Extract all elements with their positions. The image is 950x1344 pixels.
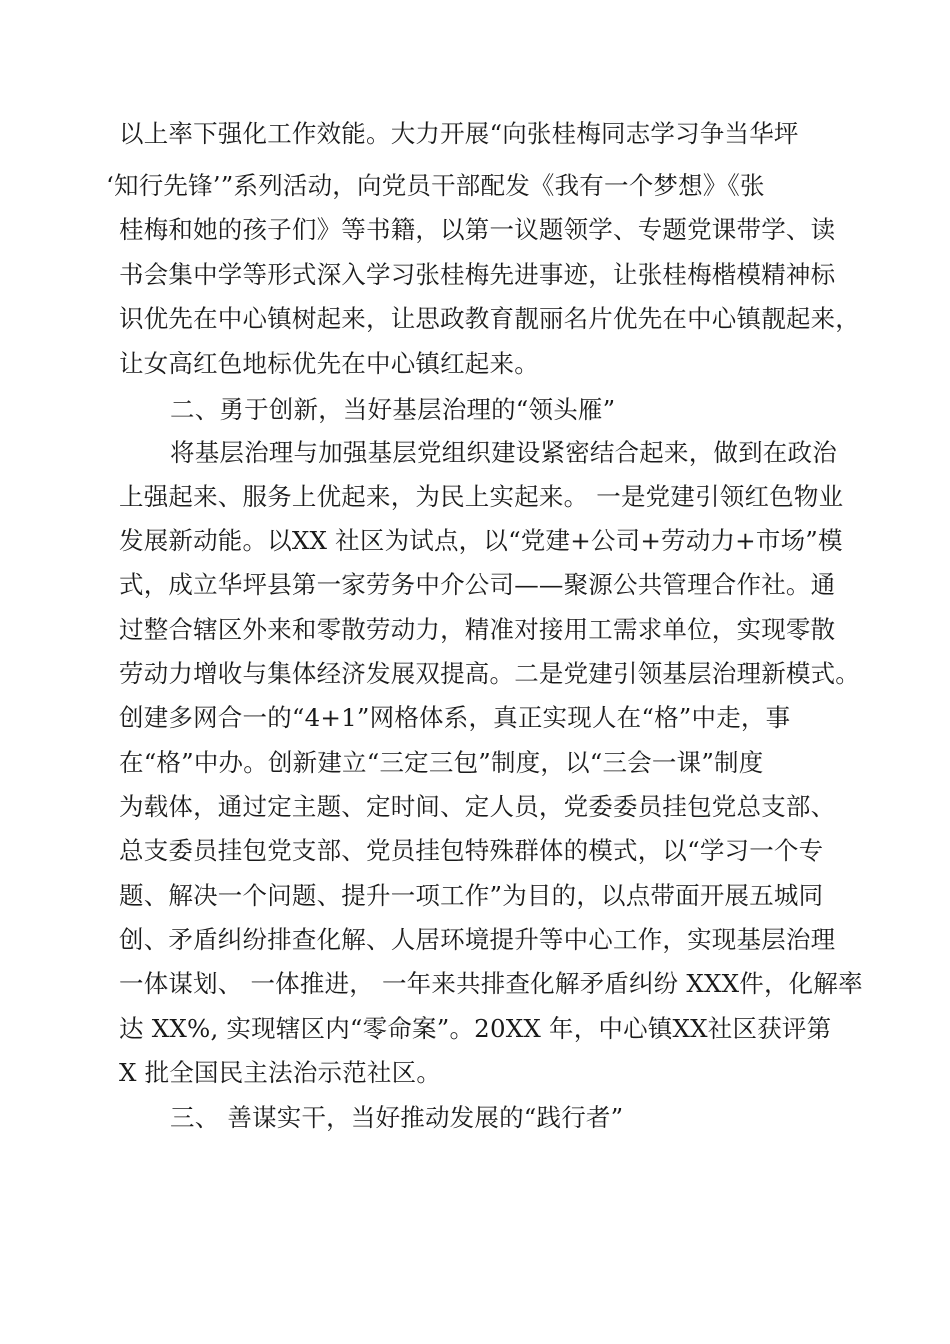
paragraph-line: X 批全国民主法治示范社区。 xyxy=(119,1058,442,1087)
paragraph-line: 一体谋划、 一体推进， 一年来共排查化解矛盾纠纷 XXX件，化解率 xyxy=(119,969,863,998)
paragraph-line: 识优先在中心镇树起来，让思政教育靓丽名片优先在中心镇靓起来， xyxy=(119,304,860,333)
paragraph-line: 创建多网合一的“4+1”网格体系，真正实现人在“格”中走，事 xyxy=(119,703,791,732)
paragraph-line: 让女高红色地标优先在中心镇红起来。 xyxy=(119,349,539,378)
paragraph-line: 在“格”中办。创新建立“三定三包”制度，以“三会一课”制度 xyxy=(119,748,764,777)
section-heading: 三、 善谋实干，当好推动发展的“践行者” xyxy=(170,1103,624,1132)
paragraph-line: 以上率下强化工作效能。大力开展“向张桂梅同志学习争当华坪 xyxy=(119,119,799,148)
paragraph-line: 发展新动能。以XX 社区为试点，以“党建+公司+劳动力+市场”模 xyxy=(119,526,843,555)
paragraph-line: 桂梅和她的孩子们》等书籍，以第一议题领学、专题党课带学、读 xyxy=(119,215,836,244)
paragraph-line: 书会集中学等形式深入学习张桂梅先进事迹，让张桂梅楷模精神标 xyxy=(119,260,836,289)
paragraph-line: 将基层治理与加强基层党组织建设紧密结合起来，做到在政治 xyxy=(170,438,837,467)
paragraph-line: 式，成立华坪县第一家劳务中介公司——聚源公共管理合作社。通 xyxy=(119,570,836,599)
paragraph-line: 达 XX%, 实现辖区内“零命案”。20XX 年，中心镇XX社区获评第 xyxy=(119,1014,832,1043)
paragraph-line: 题、解决一个问题、提升一项工作”为目的，以点带面开展五城同 xyxy=(119,881,824,910)
paragraph-line: 为载体，通过定主题、定时间、定人员，党委委员挂包党总支部、 xyxy=(119,792,836,821)
paragraph-line: 上强起来、服务上优起来，为民上实起来。 一是党建引领红色物业 xyxy=(119,482,844,511)
section-heading: 二、勇于创新，当好基层治理的“领头雁” xyxy=(170,395,616,424)
paragraph-line: 过整合辖区外来和零散劳动力，精准对接用工需求单位，实现零散 xyxy=(119,615,836,644)
paragraph-line: 劳动力增收与集体经济发展双提高。二是党建引领基层治理新模式。 xyxy=(119,659,860,688)
paragraph-line: 总支委员挂包党支部、党员挂包特殊群体的模式，以“学习一个专 xyxy=(119,836,824,865)
paragraph-line: 创、矛盾纠纷排查化解、人居环境提升等中心工作，实现基层治理 xyxy=(119,925,836,954)
paragraph-line: ‘知行先锋’”系列活动，向党员干部配发《我有一个梦想》《张 xyxy=(106,171,765,200)
